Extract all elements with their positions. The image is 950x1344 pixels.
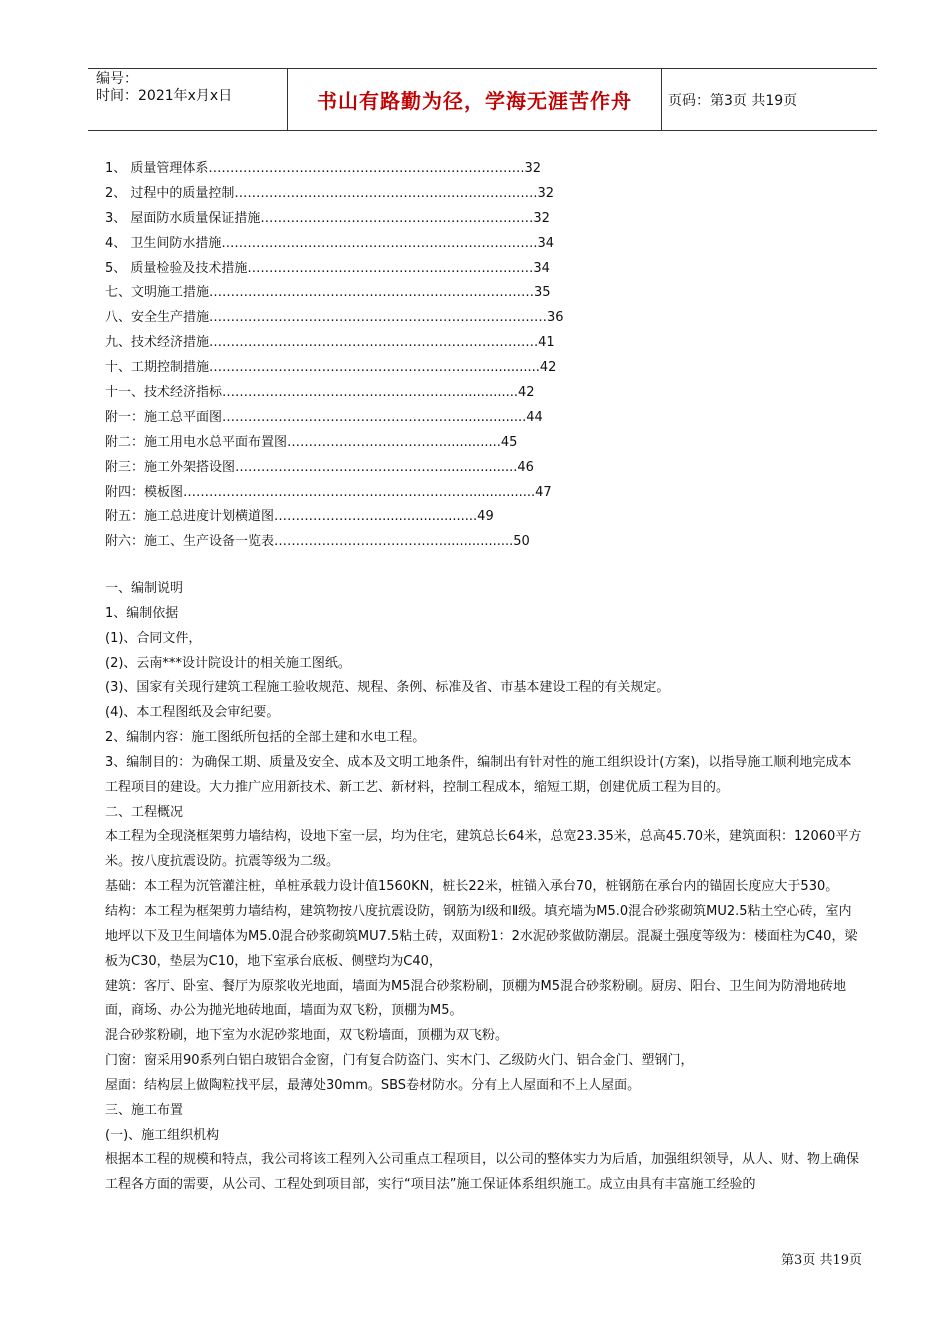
toc-entry[interactable]: 附一：施工总平面图……………………………………………….................44 bbox=[105, 409, 543, 425]
toc-entry[interactable]: 1、 质量管理体系……………………………………………………………….32 bbox=[105, 161, 542, 176]
toc-entry[interactable]: 十一、技术经济指标………………………………………………...............42 bbox=[105, 385, 535, 401]
toc-entry[interactable]: 5、 质量检验及技术措施…………………………………………………………34 bbox=[105, 260, 550, 276]
paragraph: (2)、云南***设计院设计的相关施工图纸。 bbox=[105, 655, 351, 671]
paragraph: 结构：本工程为框架剪力墙结构，建筑物按八度抗震设防，钢筋为Ⅰ级和Ⅱ级。填充墙为M5.0混合砂浆砌筑MU2.5粘土空心砖，室内地坪以下及卫生间墙体为M5.0混合砂浆砌筑MU7.5粘土砖，双面粉1：2水泥砂浆做防潮层。混凝土强度等级为：楼面柱为C40，梁板为C30，垫层为C10，地下室承台底板、侧壁均为C40， bbox=[105, 903, 858, 969]
section-heading: 二、工程概况 bbox=[105, 804, 184, 820]
table-of-contents bbox=[105, 157, 825, 555]
subsection-heading: (一)、施工组织机构 bbox=[105, 1127, 220, 1143]
toc-entry[interactable]: 附二：施工用电水总平面布置图………………………………..............45 bbox=[105, 434, 518, 450]
toc-entry[interactable]: 附五：施工总进度计划横道图……………………........................49 bbox=[105, 509, 494, 525]
toc-entry[interactable]: 七、文明施工措施…………………………………………………………………35 bbox=[105, 285, 551, 301]
toc-entry[interactable]: 八、安全生产措施……………………………………………………………………36 bbox=[105, 310, 564, 326]
header-divider bbox=[661, 69, 662, 130]
toc-entry[interactable]: 4、 卫生间防水措施……………………………………………………………….34 bbox=[105, 235, 555, 251]
paragraph: (3)、国家有关现行建筑工程施工验收规范、规程、条例、标准及省、市基本建设工程的有关规定。 bbox=[105, 680, 670, 696]
subsection-heading: 1、编制依据 bbox=[105, 605, 179, 621]
paragraph: 3、编制目的：为确保工期、质量及安全、成本及文明工地条件，编制出有针对性的施工组织设计(方案)，以指导施工顺利地完成本工程项目的建设。大力推广应用新技术、新工艺、新材料，控制工程成本，缩短工期，创建优质工程为目的。 bbox=[105, 754, 852, 795]
paragraph: 屋面：结构层上做陶粒找平层，最薄处30mm。SBS卷材防水。分有上人屋面和不上人屋面。 bbox=[105, 1077, 641, 1093]
header-page-label: 页码：第3页 共19页 bbox=[668, 93, 798, 109]
number-label: 编号： bbox=[96, 71, 138, 87]
paragraph: 建筑：客厅、卧室、餐厅为原浆收光地面，墙面为M5混合砂浆粉刷，顶棚为M5混合砂浆粉刷。厨房、阳台、卫生间为防滑地砖地面，商场、办公为抛光地砖地面，墙面为双飞粉，顶棚为M5。 bbox=[105, 978, 846, 1019]
header-info bbox=[96, 71, 232, 105]
toc-entry[interactable]: 附六：施工、生产设备一览表………………………………….................50 bbox=[105, 534, 530, 550]
section-heading: 三、施工布置 bbox=[105, 1102, 184, 1118]
paragraph: 门窗：窗采用90系列白铝白玻铝合金窗，门有复合防盗门、实木门、乙级防火门、铝合金门、塑钢门， bbox=[105, 1053, 694, 1069]
page-footer: 第3页 共19页 bbox=[781, 1253, 862, 1268]
paragraph: (1)、合同文件， bbox=[105, 630, 202, 646]
toc-entry[interactable]: 附三：施工外架搭设图…………………………………………..................46 bbox=[105, 459, 534, 475]
paragraph: 根据本工程的规模和特点，我公司将该工程列入公司重点工程项目，以公司的整体实力为后盾，加强组织领导，从人、财、物上确保工程各方面的需要，从公司、工程处到项目部，实行“项目法”施工保证体系组织施工。成立由具有丰富施工经验的 bbox=[105, 1152, 860, 1193]
toc-entry[interactable]: 2、 过程中的质量控制…………………………………………………………….32 bbox=[105, 185, 555, 201]
page-header bbox=[88, 68, 877, 131]
toc-entry[interactable]: 3、 屋面防水质量保证措施………………………………………………………32 bbox=[105, 210, 550, 226]
paragraph: 2、编制内容：施工图纸所包括的全部土建和水电工程。 bbox=[105, 730, 426, 746]
toc-entry[interactable]: 十、工期控制措施………………………………………………………..............42 bbox=[105, 360, 557, 376]
toc-entry[interactable]: 附四：模板图…………………………………………………………................47 bbox=[105, 484, 552, 500]
section-heading: 一、编制说明 bbox=[105, 581, 184, 596]
paragraph: 基础：本工程为沉管灌注桩，单桩承载力设计值1560KN，桩长22米，桩锚入承台70，桩钢筋在承台内的锚固长度应大于530。 bbox=[105, 879, 839, 895]
paragraph: 本工程为全现浇框架剪力墙结构，设地下室一层，均为住宅，建筑总长64米，总宽23.35米，总高45.70米，建筑面积：12060平方米。按八度抗震设防。抗震等级为二级。 bbox=[105, 829, 862, 870]
time-label: 时间：2021年x月x日 bbox=[96, 88, 233, 104]
header-motto: 书山有路勤为径，学海无涯苦作舟 bbox=[317, 89, 632, 113]
paragraph: (4)、本工程图纸及会审纪要。 bbox=[105, 705, 280, 721]
paragraph: 混合砂浆粉刷，地下室为水泥砂浆地面，双飞粉墙面，顶棚为双飞粉。 bbox=[105, 1028, 509, 1044]
document-body bbox=[105, 577, 863, 1198]
toc-entry[interactable]: 九、技术经济措施………………………………………………………………….41 bbox=[105, 335, 555, 351]
